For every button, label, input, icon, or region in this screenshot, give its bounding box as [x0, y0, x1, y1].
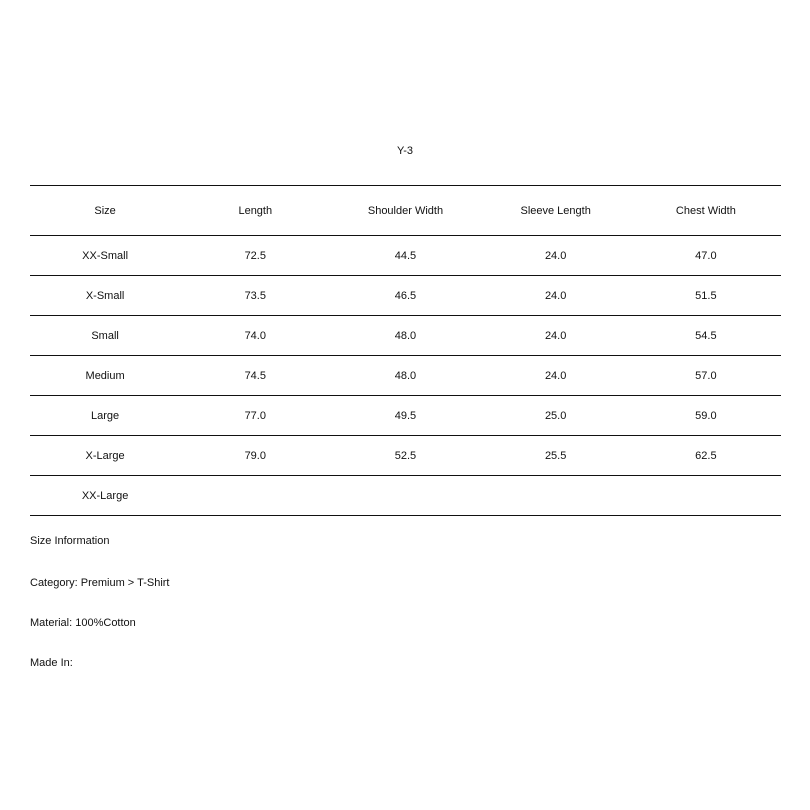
cell-size: Small	[30, 316, 180, 356]
cell-shoulder-width: 44.5	[330, 236, 480, 276]
brand-title: Y-3	[396, 145, 414, 157]
header-chest-width: Chest Width	[631, 186, 781, 236]
cell-length: 73.5	[180, 276, 330, 316]
cell-length: 79.0	[180, 436, 330, 476]
table-row	[30, 476, 781, 516]
material-text: Material: 100%Cotton	[30, 617, 136, 629]
cell-size: X-Large	[30, 436, 180, 476]
table-row	[30, 356, 781, 396]
cell-size: Medium	[30, 356, 180, 396]
header-sleeve-length: Sleeve Length	[481, 186, 631, 236]
cell-chest-width: 47.0	[631, 236, 781, 276]
cell-sleeve-length: 25.5	[481, 436, 631, 476]
cell-length	[180, 476, 330, 516]
cell-shoulder-width: 52.5	[330, 436, 480, 476]
cell-size: X-Small	[30, 276, 180, 316]
cell-size: XX-Large	[30, 476, 180, 516]
cell-length: 74.0	[180, 316, 330, 356]
cell-length: 77.0	[180, 396, 330, 436]
cell-shoulder-width: 48.0	[330, 356, 480, 396]
cell-chest-width: 54.5	[631, 316, 781, 356]
size-chart-table	[30, 185, 781, 516]
cell-chest-width: 57.0	[631, 356, 781, 396]
cell-sleeve-length: 24.0	[481, 356, 631, 396]
cell-length: 74.5	[180, 356, 330, 396]
made-in-text: Made In:	[30, 657, 73, 669]
table-header-row	[30, 186, 781, 236]
category-text: Category: Premium > T-Shirt	[30, 577, 170, 589]
size-information-heading: Size Information	[30, 535, 110, 547]
table-row	[30, 396, 781, 436]
cell-chest-width: 51.5	[631, 276, 781, 316]
cell-shoulder-width: 48.0	[330, 316, 480, 356]
table-row	[30, 316, 781, 356]
cell-size: XX-Small	[30, 236, 180, 276]
cell-size: Large	[30, 396, 180, 436]
cell-chest-width: 59.0	[631, 396, 781, 436]
cell-sleeve-length	[481, 476, 631, 516]
cell-shoulder-width	[330, 476, 480, 516]
cell-sleeve-length: 24.0	[481, 236, 631, 276]
cell-shoulder-width: 46.5	[330, 276, 480, 316]
cell-sleeve-length: 25.0	[481, 396, 631, 436]
header-size: Size	[30, 186, 180, 236]
cell-chest-width	[631, 476, 781, 516]
cell-sleeve-length: 24.0	[481, 276, 631, 316]
header-shoulder-width: Shoulder Width	[330, 186, 480, 236]
header-length: Length	[180, 186, 330, 236]
cell-shoulder-width: 49.5	[330, 396, 480, 436]
cell-chest-width: 62.5	[631, 436, 781, 476]
table-row	[30, 276, 781, 316]
table-row	[30, 436, 781, 476]
table-row	[30, 236, 781, 276]
cell-sleeve-length: 24.0	[481, 316, 631, 356]
cell-length: 72.5	[180, 236, 330, 276]
